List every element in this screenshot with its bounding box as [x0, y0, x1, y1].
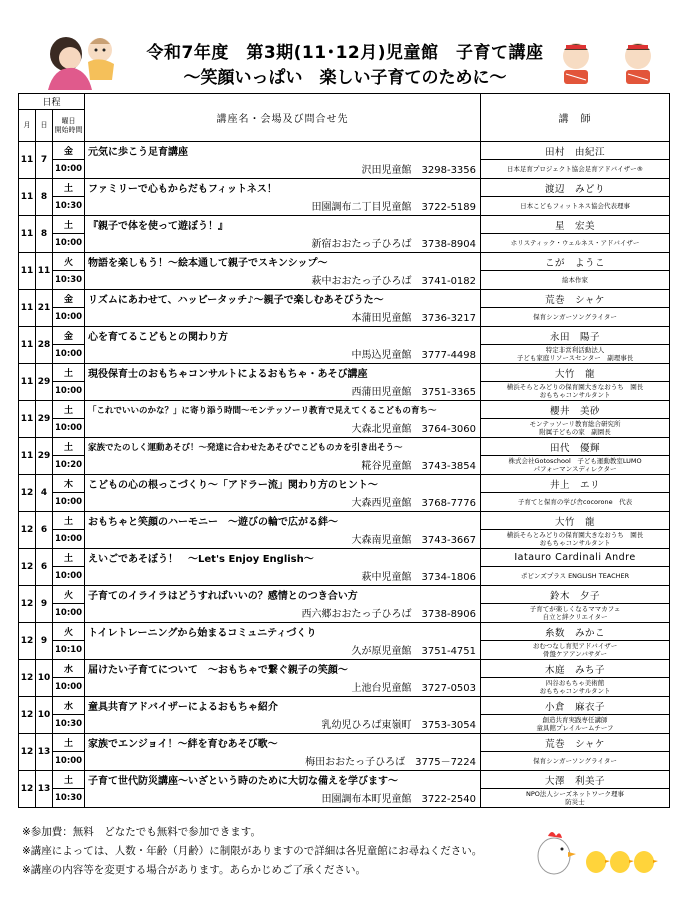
- lecturer-name: Iatauro Cardinali Andre: [481, 549, 670, 567]
- table-row: [19, 253, 670, 271]
- venue-contact: 乳幼児ひろば東嶺町 3753-3054: [85, 715, 481, 734]
- time-cell: 10:00: [53, 382, 85, 401]
- time-cell: 10:30: [53, 197, 85, 216]
- lecturer-affiliation-cell: [481, 678, 670, 697]
- dow-cell: 水: [53, 697, 85, 715]
- lecturer-affiliation: 子育てが楽しくなるママカフェ: [529, 605, 621, 613]
- venue-contact: 大森北児童館 3764-3060: [85, 419, 481, 438]
- table-row-detail: [19, 530, 670, 549]
- lecturer-affiliation: おむつなし育児アドバイザー: [532, 642, 618, 650]
- dow-cell: 金: [53, 142, 85, 160]
- table-row: [19, 179, 670, 197]
- day-cell: 8: [36, 179, 53, 216]
- lecturer-affiliation-cell: [481, 271, 670, 290]
- lecturer-affiliation: ホリスティック・ウェルネス・アドバイザー: [510, 239, 640, 247]
- lecturer-affiliation: NPO法人シーズネットワーク理事: [525, 790, 625, 798]
- month-cell: 12: [19, 697, 36, 734]
- dow-cell: 金: [53, 290, 85, 308]
- schedule-table: [18, 93, 670, 808]
- month-cell: 11: [19, 438, 36, 475]
- lecturer-name: 大竹 龍: [481, 364, 670, 382]
- month-header: 月: [19, 110, 36, 142]
- lecturer-affiliation-cell: [481, 641, 670, 660]
- venue-contact: 西六郷おおたっ子ひろば 3738-8906: [85, 604, 481, 623]
- lecturer-name: 櫻井 美砂: [481, 401, 670, 419]
- lecturer-affiliation-cell: [481, 382, 670, 401]
- time-cell: 10:00: [53, 160, 85, 179]
- time-cell: 10:00: [53, 604, 85, 623]
- venue-contact: 沢田児童館 3298-3356: [85, 160, 481, 179]
- time-cell: 10:00: [53, 493, 85, 512]
- lecturer-affiliation: 四谷おもちゃ美術館: [545, 679, 605, 687]
- dow-cell: 火: [53, 586, 85, 604]
- day-cell: 6: [36, 549, 53, 586]
- time-cell: 10:00: [53, 308, 85, 327]
- month-cell: 12: [19, 549, 36, 586]
- lecturer-name: 田代 優輝: [481, 438, 670, 456]
- note-change: ※講座の内容等を変更する場合があります。あらかじめご了承ください。: [22, 864, 366, 876]
- lecturer-affiliation: 創造共育実践専任講師: [542, 716, 608, 724]
- lecturer-name: 井上 エリ: [481, 475, 670, 493]
- lecturer-name: 渡辺 みどり: [481, 179, 670, 197]
- month-cell: 11: [19, 290, 36, 327]
- lecturer-affiliation-cell: [481, 530, 670, 549]
- course-title: リズムにあわせて、ハッピータッチ♪～親子で楽しむあそびうた～: [85, 290, 481, 308]
- course-title: こどもの心の根っこづくり～「アドラー流」関わり方のヒント～: [85, 475, 481, 493]
- table-row: [19, 401, 670, 419]
- dow-cell: 土: [53, 216, 85, 234]
- chickens-illustration: [532, 822, 662, 878]
- course-title: 子育てのイライラはどうすればいいの？感情とのつき合い方: [85, 586, 481, 604]
- dow-cell: 土: [53, 549, 85, 567]
- course-title: 家族でエンジョイ！～絆を育むあそび歌～: [85, 734, 481, 752]
- table-header-row: [19, 94, 670, 110]
- month-cell: 11: [19, 401, 36, 438]
- venue-contact: 糀谷児童館 3743-3854: [85, 456, 481, 475]
- table-row: [19, 771, 670, 789]
- day-cell: 13: [36, 734, 53, 771]
- table-row: [19, 512, 670, 530]
- lecturer-affiliation-cell: [481, 752, 670, 771]
- month-cell: 12: [19, 586, 36, 623]
- day-cell: 9: [36, 586, 53, 623]
- table-row: [19, 697, 670, 715]
- venue-contact: 萩中児童館 3734-1806: [85, 567, 481, 586]
- venue-contact: 田園調布二丁目児童館 3722-5189: [85, 197, 481, 216]
- month-cell: 11: [19, 364, 36, 401]
- lecturer-affiliation: 保育シンガーソングライター: [533, 757, 617, 765]
- dow-cell: 土: [53, 438, 85, 456]
- table-row: [19, 327, 670, 345]
- time-cell: 10:30: [53, 715, 85, 734]
- table-row-detail: [19, 234, 670, 253]
- lecturer-affiliation: 絵本作家: [562, 276, 589, 284]
- lecturer-affiliation-cell: [481, 419, 670, 438]
- month-cell: 11: [19, 253, 36, 290]
- lecturer-affiliation: 自立と絆クリエイター: [542, 613, 608, 621]
- title-header: 講座名・会場及び問合せ先: [85, 94, 481, 142]
- dow-cell: 金: [53, 327, 85, 345]
- table-row: [19, 364, 670, 382]
- page-title: 令和7年度 第3期(11･12月)児童館 子育て講座: [146, 43, 544, 63]
- lecturer-affiliation: 株式会社Gotoschool 子ども運動教室LUMO: [508, 457, 642, 465]
- time-cell: 10:00: [53, 567, 85, 586]
- month-cell: 11: [19, 142, 36, 179]
- dow-cell: 土: [53, 179, 85, 197]
- lecturer-affiliation: 子育てと保育の学び舎cocorone 代表: [517, 498, 633, 506]
- lecturer-name: 田村 由紀江: [481, 142, 670, 160]
- table-row-detail: [19, 789, 670, 808]
- schedule-header: 日程: [19, 94, 85, 110]
- table-row-detail: [19, 752, 670, 771]
- day-cell: 11: [36, 253, 53, 290]
- course-title: 現役保育士のおもちゃコンサルトによるおもちゃ・あそび講座: [85, 364, 481, 382]
- venue-contact: 中馬込児童館 3777-4498: [85, 345, 481, 364]
- schedule-rows: [19, 142, 670, 808]
- course-title: おもちゃと笑顔のハーモニー ～遊びの輪で広がる絆～: [85, 512, 481, 530]
- venue-contact: 萩中おおたっ子ひろば 3741-0182: [85, 271, 481, 290]
- table-row-detail: [19, 419, 670, 438]
- course-title: 子育て世代防災講座～いざという時のために大切な備えを学びます～: [85, 771, 481, 789]
- lecturer-affiliation-cell: [481, 197, 670, 216]
- table-row: [19, 734, 670, 752]
- lecturer-affiliation: おもちゃコンサルタント: [539, 391, 611, 399]
- note-fee: ※参加費：無料 どなたでも無料で参加できます。: [22, 826, 261, 838]
- dow-cell: 水: [53, 660, 85, 678]
- day-header: 日: [36, 110, 53, 142]
- month-cell: 12: [19, 475, 36, 512]
- children-drums-illustration: [550, 38, 670, 90]
- time-cell: 10:00: [53, 678, 85, 697]
- dow-header: 曜日: [61, 116, 76, 125]
- lecturer-affiliation: 附属子どもの家 副園長: [539, 428, 611, 436]
- table-row-detail: [19, 678, 670, 697]
- table-row-detail: [19, 456, 670, 475]
- page-subtitle: ～笑顔いっぱい 楽しい子育てのために～: [183, 68, 507, 88]
- notes-section: [22, 823, 482, 880]
- day-cell: 10: [36, 660, 53, 697]
- lecturer-affiliation: 横浜そらとみどりの保育園大きなおうち 園長: [506, 531, 644, 539]
- lecturer-affiliation-cell: [481, 789, 670, 808]
- day-cell: 10: [36, 697, 53, 734]
- lecturer-affiliation: 日本こどもフィットネス協会代表理事: [520, 202, 630, 210]
- venue-contact: 田園調布本町児童館 3722-2540: [85, 789, 481, 808]
- lecturer-name: 星 宏美: [481, 216, 670, 234]
- table-row: [19, 438, 670, 456]
- month-cell: 12: [19, 623, 36, 660]
- time-cell: 10:00: [53, 345, 85, 364]
- table-row-detail: [19, 493, 670, 512]
- lecturer-affiliation-cell: [481, 234, 670, 253]
- lecturer-affiliation: 特定非営利活動法人: [545, 346, 605, 354]
- table-row: [19, 142, 670, 160]
- lecturer-affiliation-cell: [481, 308, 670, 327]
- lecturer-name: 永田 陽子: [481, 327, 670, 345]
- dow-cell: 火: [53, 623, 85, 641]
- table-row-detail: [19, 160, 670, 179]
- time-cell: 10:10: [53, 641, 85, 660]
- month-cell: 12: [19, 660, 36, 697]
- table-row-detail: [19, 604, 670, 623]
- dow-cell: 土: [53, 512, 85, 530]
- table-row: [19, 549, 670, 567]
- lecturer-name: 鈴木 夕子: [481, 586, 670, 604]
- table-row-detail: [19, 715, 670, 734]
- time-cell: 10:30: [53, 789, 85, 808]
- table-row: [19, 216, 670, 234]
- page-header: [0, 0, 688, 92]
- lecturer-affiliation-cell: [481, 715, 670, 734]
- dow-time-header: [53, 110, 85, 142]
- lecturer-name: 荒巻 シャケ: [481, 290, 670, 308]
- course-title: 「これでいいのかな？」に寄り添う時間～モンテッソーリ教育で見えてくるこどもの育ち～: [85, 401, 481, 419]
- day-cell: 29: [36, 438, 53, 475]
- day-cell: 29: [36, 401, 53, 438]
- month-cell: 11: [19, 327, 36, 364]
- time-header: 開始時間: [54, 125, 83, 134]
- lecturer-name: 小倉 麻衣子: [481, 697, 670, 715]
- time-cell: 10:00: [53, 234, 85, 253]
- lecturer-affiliation-cell: [481, 567, 670, 586]
- course-title: えいごであそぼう！ ～Let's Enjoy English～: [85, 549, 481, 567]
- venue-contact: 大森西児童館 3768-7776: [85, 493, 481, 512]
- lecturer-name: 大竹 龍: [481, 512, 670, 530]
- day-cell: 7: [36, 142, 53, 179]
- table-row-detail: [19, 567, 670, 586]
- lecturer-name: こが ようこ: [481, 253, 670, 271]
- lecturer-affiliation-cell: [481, 493, 670, 512]
- course-title: 『親子で体を使って遊ぼう！』: [85, 216, 481, 234]
- lecturer-affiliation: おもちゃコンサルタント: [539, 539, 611, 547]
- lecturer-affiliation: 保育シンガーソングライター: [533, 313, 617, 321]
- lecturer-affiliation: おもちゃコンサルタント: [539, 687, 611, 695]
- day-cell: 28: [36, 327, 53, 364]
- venue-contact: 本蒲田児童館 3736-3217: [85, 308, 481, 327]
- lecturer-affiliation-cell: [481, 604, 670, 623]
- course-title: 届けたい子育てについて ～おもちゃで繋ぐ親子の笑顔～: [85, 660, 481, 678]
- month-cell: 11: [19, 179, 36, 216]
- table-row: [19, 475, 670, 493]
- table-row: [19, 586, 670, 604]
- lecturer-name: 木庭 みち子: [481, 660, 670, 678]
- lecturer-affiliation: 横浜そらとみどりの保育園大きなおうち 園長: [506, 383, 644, 391]
- course-title: トイレトレーニングから始まるコミュニティづくり: [85, 623, 481, 641]
- dow-cell: 土: [53, 401, 85, 419]
- lecturer-header: 講 師: [481, 94, 670, 142]
- day-cell: 21: [36, 290, 53, 327]
- table-row-detail: [19, 308, 670, 327]
- time-cell: 10:00: [53, 752, 85, 771]
- lecturer-affiliation: ポピンズプラス ENGLISH TEACHER: [520, 572, 630, 580]
- venue-contact: 久が原児童館 3751-4751: [85, 641, 481, 660]
- course-title: 童具共育アドバイザーによるおもちゃ紹介: [85, 697, 481, 715]
- lecturer-affiliation: 防災士: [565, 798, 585, 806]
- lecturer-affiliation: 童具館プレイルームチーフ: [536, 724, 614, 732]
- lecturer-affiliation: 子ども家庭リソースセンター 副理事長: [516, 354, 634, 362]
- lecturer-affiliation-cell: [481, 160, 670, 179]
- venue-contact: 西蒲田児童館 3751-3365: [85, 382, 481, 401]
- month-cell: 12: [19, 734, 36, 771]
- table-row-detail: [19, 345, 670, 364]
- table-row: [19, 290, 670, 308]
- month-cell: 12: [19, 512, 36, 549]
- table-row-detail: [19, 641, 670, 660]
- course-title: 元気に歩こう足育講座: [85, 142, 481, 160]
- note-restriction: ※講座によっては、人数・年齢（月齢）に制限がありますので詳細は各児童館にお尋ねください。: [22, 845, 483, 857]
- day-cell: 6: [36, 512, 53, 549]
- time-cell: 10:20: [53, 456, 85, 475]
- lecturer-name: 荒巻 シャケ: [481, 734, 670, 752]
- table-row: [19, 660, 670, 678]
- dow-cell: 火: [53, 253, 85, 271]
- day-cell: 9: [36, 623, 53, 660]
- venue-contact: 大森南児童館 3743-3667: [85, 530, 481, 549]
- venue-contact: 梅田おおたっ子ひろば 3775－7224: [85, 752, 481, 771]
- month-cell: 12: [19, 771, 36, 808]
- table-row-detail: [19, 382, 670, 401]
- lecturer-affiliation-cell: [481, 345, 670, 364]
- time-cell: 10:00: [53, 530, 85, 549]
- course-title: 物語を楽しもう！～絵本通して親子でスキンシップ～: [85, 253, 481, 271]
- time-cell: 10:30: [53, 271, 85, 290]
- lecturer-affiliation: 骨盤ケアアンバサダー: [543, 650, 608, 658]
- time-cell: 10:00: [53, 419, 85, 438]
- dow-cell: 土: [53, 771, 85, 789]
- lecturer-affiliation: 日本足育プロジェクト協会足育アドバイザー®: [506, 165, 644, 173]
- day-cell: 8: [36, 216, 53, 253]
- lecturer-affiliation: パフォーマンスディレクター: [533, 465, 617, 473]
- table-row: [19, 623, 670, 641]
- lecturer-affiliation-cell: [481, 456, 670, 475]
- month-cell: 11: [19, 216, 36, 253]
- lecturer-affiliation: モンテッソーリ教育総合研究所: [529, 420, 621, 428]
- dow-cell: 土: [53, 364, 85, 382]
- table-row-detail: [19, 197, 670, 216]
- lecturer-name: 糸数 みかこ: [481, 623, 670, 641]
- lecturer-name: 大澤 利美子: [481, 771, 670, 789]
- course-title: 家族でたのしく運動あそび！～発達に合わせたあそびでこどものカを引き出そう～: [85, 438, 481, 456]
- dow-cell: 土: [53, 734, 85, 752]
- day-cell: 29: [36, 364, 53, 401]
- course-title: 心を育てるこどもとの関わり方: [85, 327, 481, 345]
- course-title: ファミリーで心もからだもフィットネス！: [85, 179, 481, 197]
- day-cell: 13: [36, 771, 53, 808]
- venue-contact: 上池台児童館 3727-0503: [85, 678, 481, 697]
- dow-cell: 木: [53, 475, 85, 493]
- day-cell: 4: [36, 475, 53, 512]
- venue-contact: 新宿おおたっ子ひろば 3738-8904: [85, 234, 481, 253]
- table-row-detail: [19, 271, 670, 290]
- mother-baby-illustration: [40, 28, 124, 90]
